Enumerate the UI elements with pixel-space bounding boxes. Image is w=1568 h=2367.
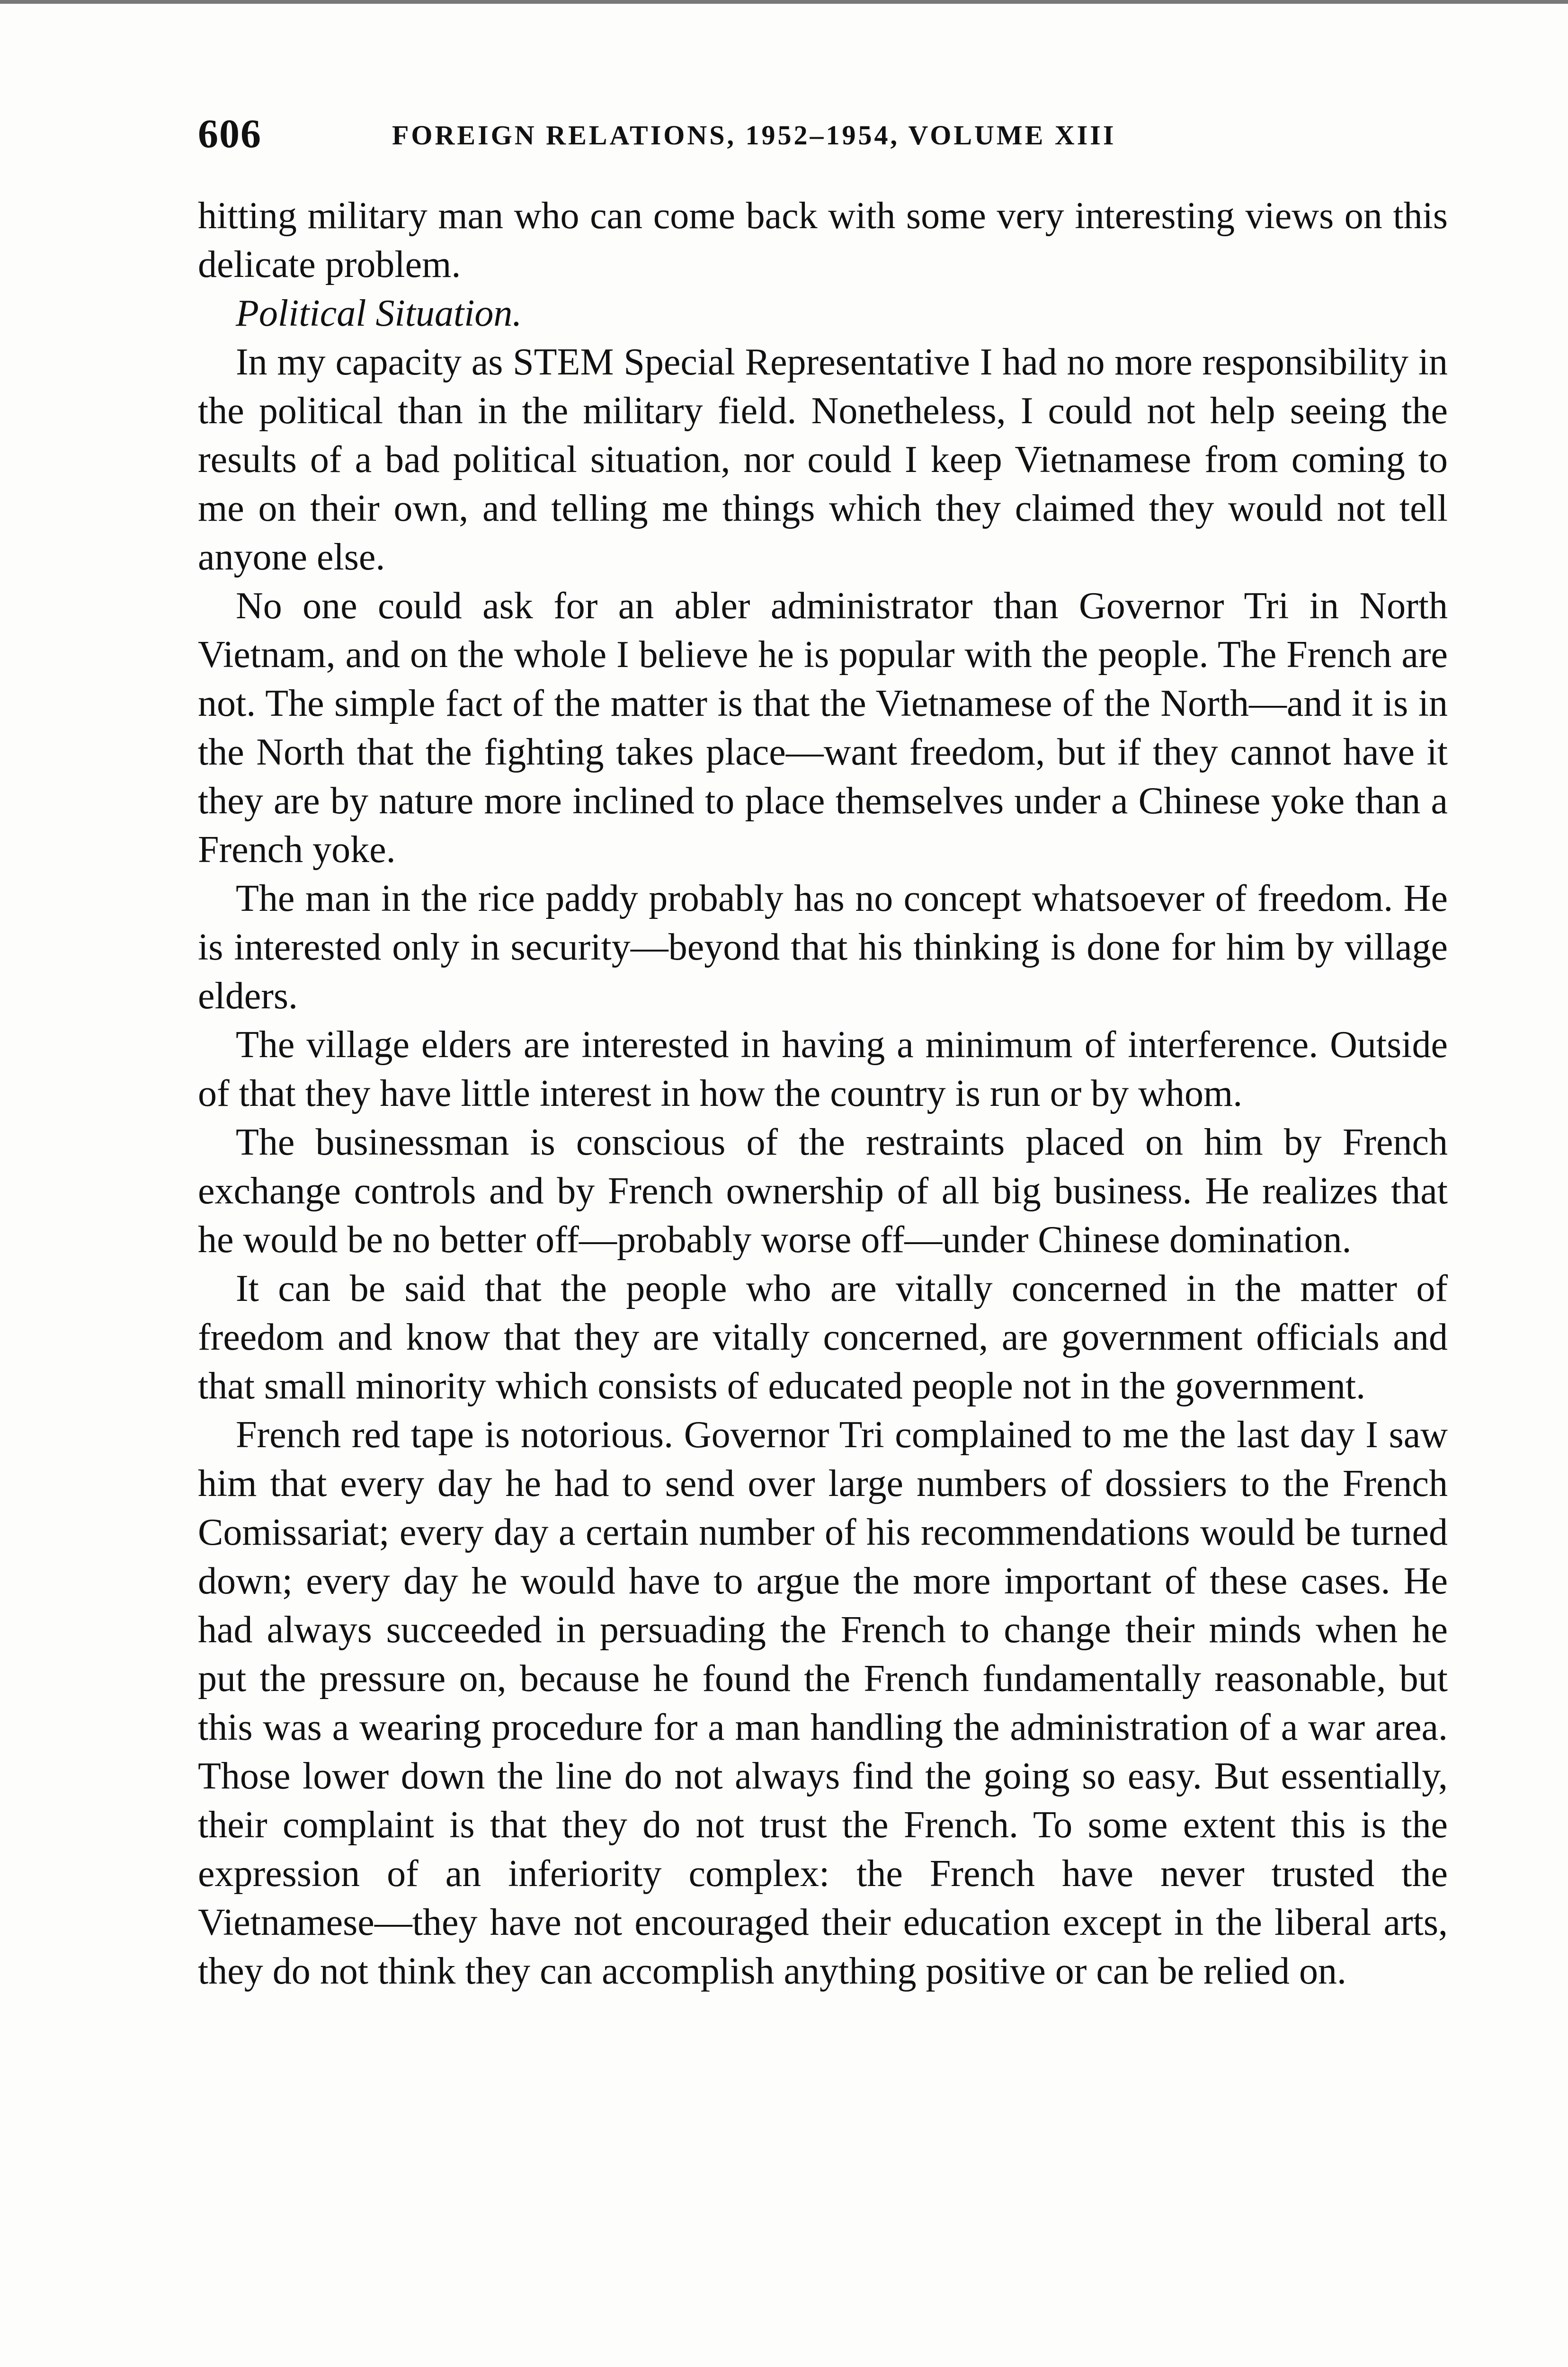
paragraph-businessman: The businessman is conscious of the restraints placed on him by French exchange controls and by French ownership of all big business. He realizes that he would be no better off—probably worse off—under Chinese domination. [198,1121,1448,1261]
paragraph-capacity: In my capacity as STEM Special Representative I had no more responsibility in the political than in the military field. Nonetheless, I could not help seeing the results of a bad political situation, nor could I keep Vietnamese from coming to me on their own, and telling me things which they claimed they would not tell anyone else. [198,341,1448,578]
paragraph-rice-paddy: The man in the rice paddy probably has no concept whatsoever of freedom. He is interested only in security—beyond that his thinking is done for him by village elders. [198,878,1448,1017]
paragraph-red-tape: French red tape is notorious. Governor Tri complained to me the last day I saw him that every day he had to send over large numbers of dossiers to the French Comissariat; every day a certain number of his recommendations would be turned down; every day he would have to argue the more important of these cases. He had always succeeded in persuading the French to change their minds when he put the pressure on, because he found the French fundamentally reasonable, but this was a wearing procedure for a man handling the administration of a war area. Those lower down the line do not always find the going so easy. But essentially, their complaint is that they do not trust the French. To some extent this is the expression of an inferiority complex: the French have never trusted the Vietnamese—they have not encouraged their education except in the liberal arts, they do not think they can accomplish anything positive or can be relied on. [198,1414,1448,1992]
top-edge-rule [0,0,1568,4]
paragraph-vitally-concerned: It can be said that the people who are vitally concerned in the matter of freedom and know that they are vitally concerned, are government officials and that small minority which consists of educated people not in the government. [198,1268,1448,1407]
continuation-paragraph: hitting military man who can come back with some very interesting views on this delicate problem. [198,195,1448,285]
page-number: 606 [198,111,262,156]
section-heading: Political Situation. [236,293,522,334]
page-header [198,105,1448,157]
paragraph-governor-tri: No one could ask for an abler administrator than Governor Tri in North Vietnam, and on the whole I believe he is popular with the people. The French are not. The simple fact of the matter is that the Vietnamese of the North—and it is in the North that the fighting takes place—want freedom, but if they cannot have it they are by nature more inclined to place themselves under a Chinese yoke than a French yoke. [198,585,1448,871]
running-head: FOREIGN RELATIONS, 1952–1954, VOLUME XIII [392,120,1116,151]
body-text [198,192,1448,1996]
paragraph-village-elders: The village elders are interested in having a minimum of interference. Outside of that they have little interest in how the country is run or by whom. [198,1024,1448,1114]
